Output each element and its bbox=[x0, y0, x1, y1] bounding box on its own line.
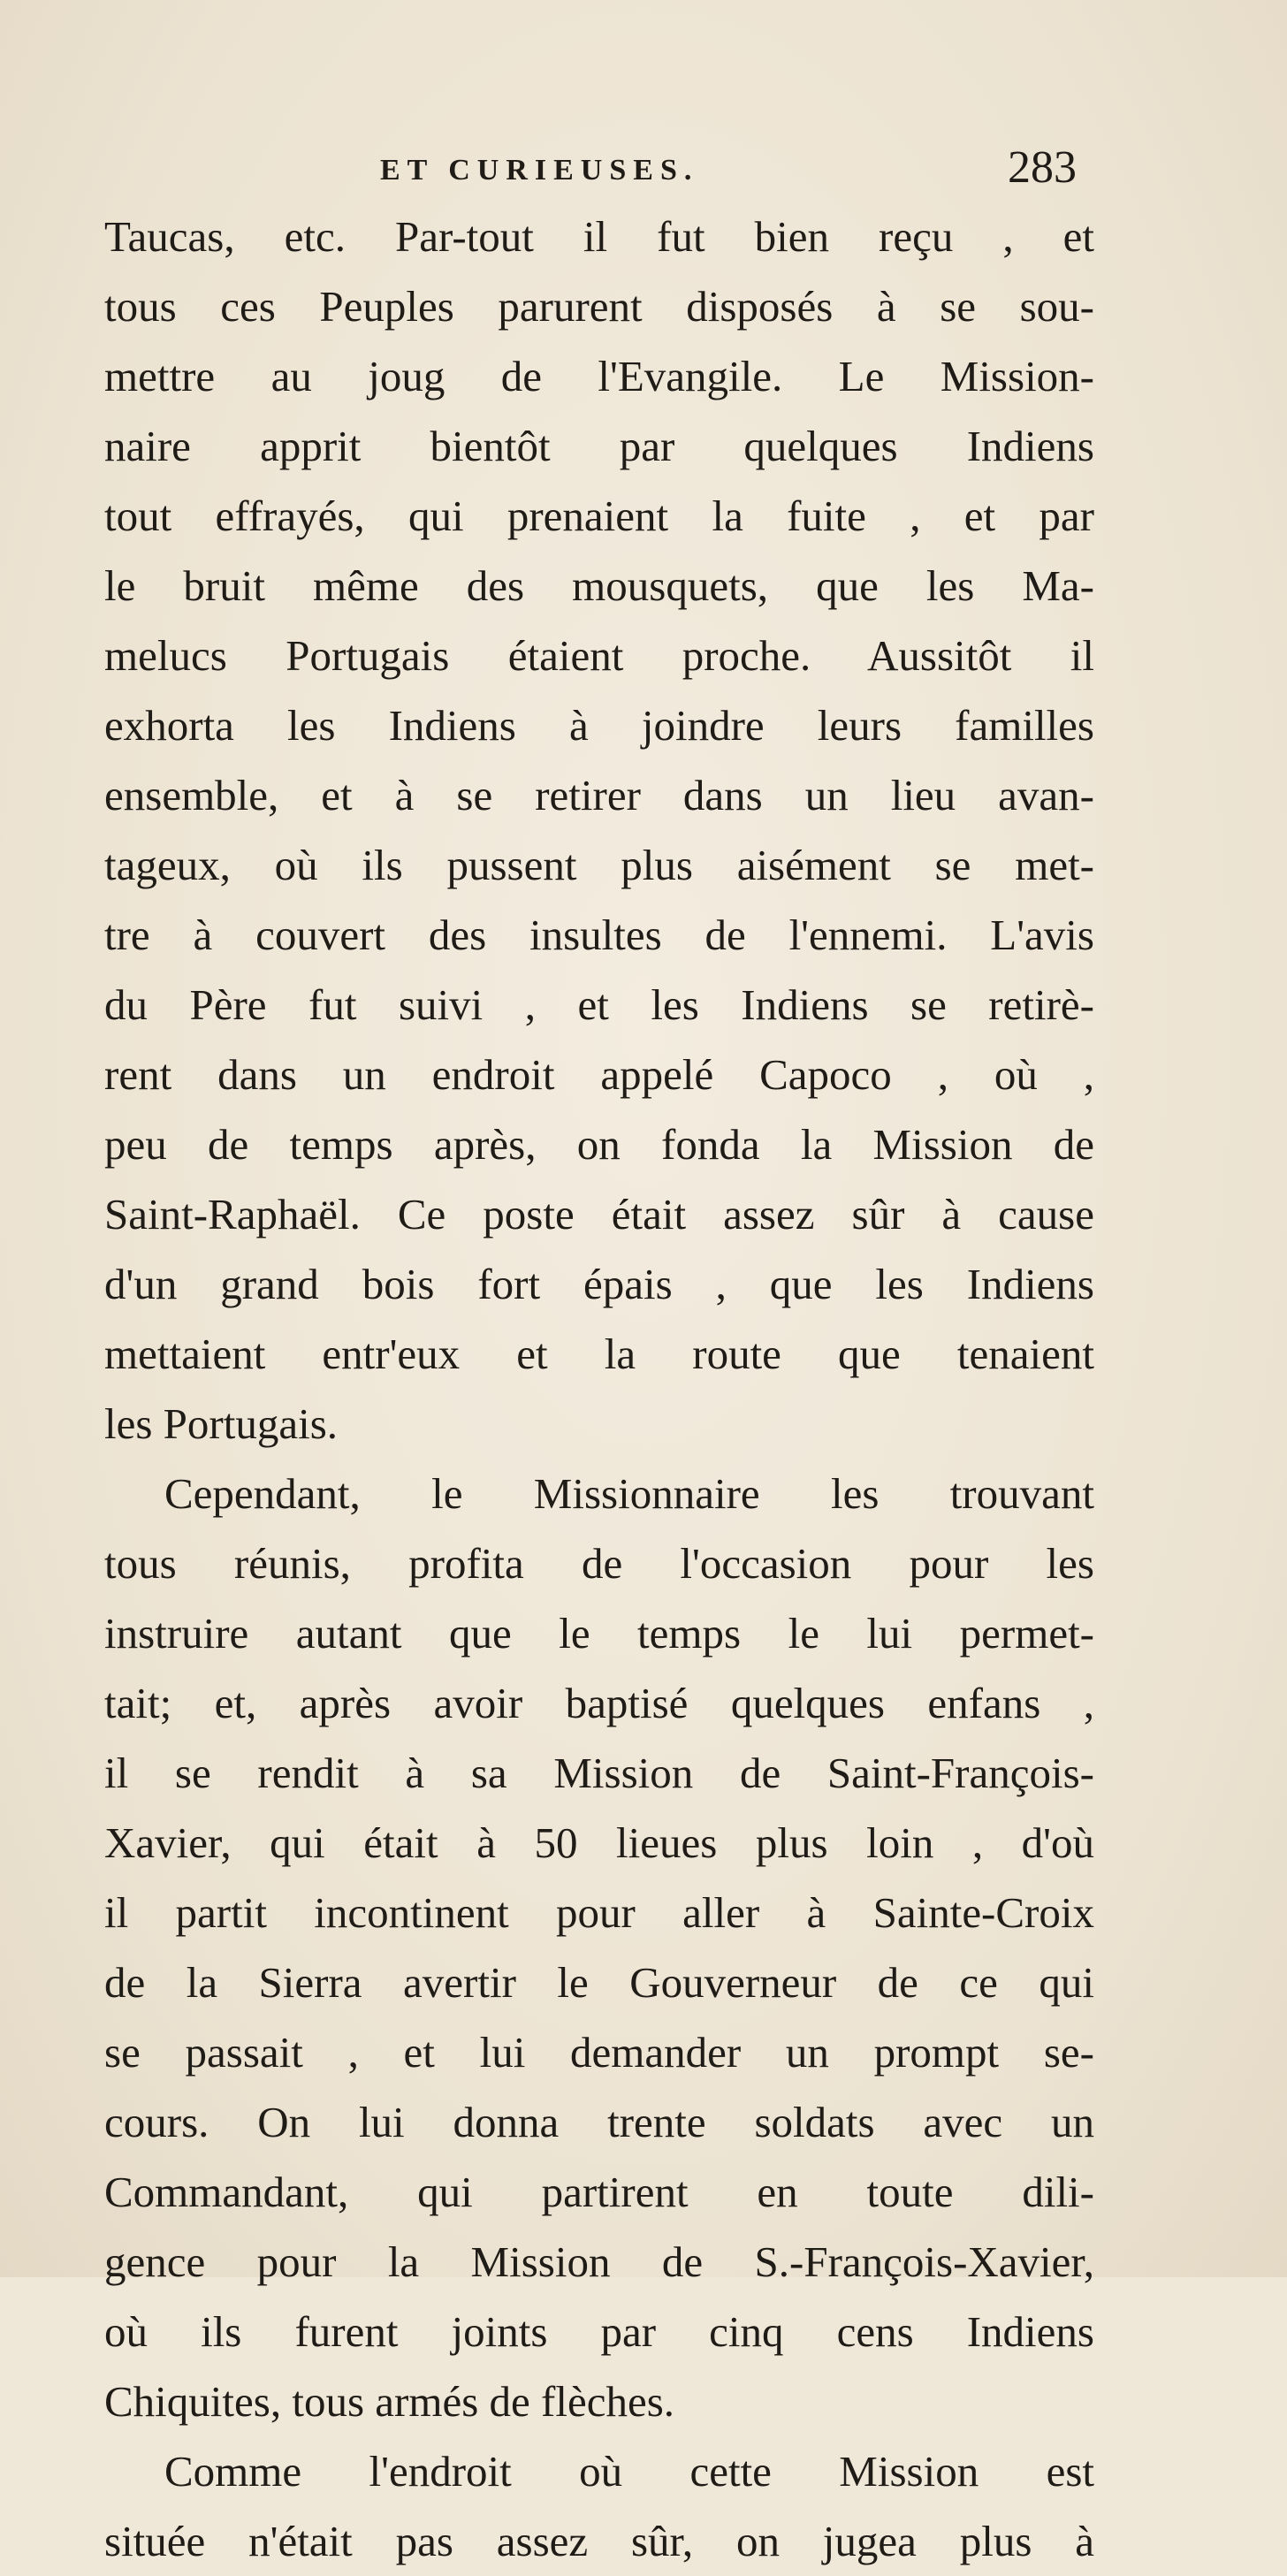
text-line: instruire autant que le temps le lui permet- bbox=[104, 1609, 1094, 1658]
page-header bbox=[133, 141, 1087, 203]
text-line: Chiquites, tous armés de flèches. bbox=[104, 2377, 675, 2426]
text-line: tageux, où ils pussent plus aisément se met- bbox=[104, 841, 1094, 889]
text-line: se passait , et lui demander un prompt se- bbox=[104, 2028, 1094, 2077]
text-line: tait; et, après avoir baptisé quelques enfans , bbox=[104, 1679, 1094, 1727]
body-text bbox=[104, 202, 1094, 2576]
text-line: Commandant, qui partirent en toute dili- bbox=[104, 2168, 1094, 2216]
text-line: il partit incontinent pour aller à Sainte-Croix bbox=[104, 1888, 1094, 1937]
text-line: le bruit même des mousquets, que les Ma- bbox=[104, 561, 1094, 610]
text-line: du Père fut suivi , et les Indiens se retirè- bbox=[104, 980, 1094, 1029]
text-line: Xavier, qui était à 50 lieues plus loin , d'où bbox=[104, 1818, 1094, 1867]
text-line: cours. On lui donna trente soldats avec un bbox=[104, 2098, 1094, 2146]
text-line: mettre au joug de l'Evangile. Le Mission- bbox=[104, 352, 1094, 400]
text-line: rent dans un endroit appelé Capoco , où , bbox=[104, 1050, 1094, 1099]
text-line: il se rendit à sa Mission de Saint-François- bbox=[104, 1749, 1094, 1797]
text-line: Taucas, etc. Par-tout il fut bien reçu , et bbox=[104, 212, 1094, 261]
text-line: melucs Portugais étaient proche. Aussitôt il bbox=[104, 631, 1094, 680]
text-line: Cependant, le Missionnaire les trouvant bbox=[164, 1469, 1094, 1518]
text-line: peu de temps après, on fonda la Mission de bbox=[104, 1120, 1094, 1169]
text-line: les Portugais. bbox=[104, 1399, 339, 1448]
text-line: tous ces Peuples parurent disposés à se sou- bbox=[104, 282, 1094, 331]
text-line: d'un grand bois fort épais , que les Indiens bbox=[104, 1260, 1094, 1308]
text-line: naire apprit bientôt par quelques Indiens bbox=[104, 422, 1094, 470]
running-head: ET CURIEUSES. bbox=[380, 154, 699, 187]
text-line: ensemble, et à se retirer dans un lieu avan- bbox=[104, 771, 1094, 819]
text-line: exhorta les Indiens à joindre leurs familles bbox=[104, 701, 1094, 750]
text-line: mettaient entr'eux et la route que tenaient bbox=[104, 1330, 1094, 1378]
text-line: gence pour la Mission de S.-François-Xavier, bbox=[104, 2237, 1094, 2286]
text-line: Comme l'endroit où cette Mission est bbox=[164, 2447, 1094, 2496]
text-line: située n'était pas assez sûr, on jugea plus à bbox=[104, 2517, 1094, 2565]
text-line: Saint-Raphaël. Ce poste était assez sûr à cause bbox=[104, 1190, 1094, 1238]
text-line: de la Sierra avertir le Gouverneur de ce qui bbox=[104, 1958, 1094, 2007]
text-line: tre à couvert des insultes de l'ennemi. L'avis bbox=[104, 911, 1094, 959]
text-line: tout effrayés, qui prenaient la fuite , et par bbox=[104, 492, 1094, 540]
text-line: où ils furent joints par cinq cens Indiens bbox=[104, 2307, 1094, 2356]
page-number: 283 bbox=[1008, 142, 1077, 193]
text-line: tous réunis, profita de l'occasion pour les bbox=[104, 1539, 1094, 1588]
